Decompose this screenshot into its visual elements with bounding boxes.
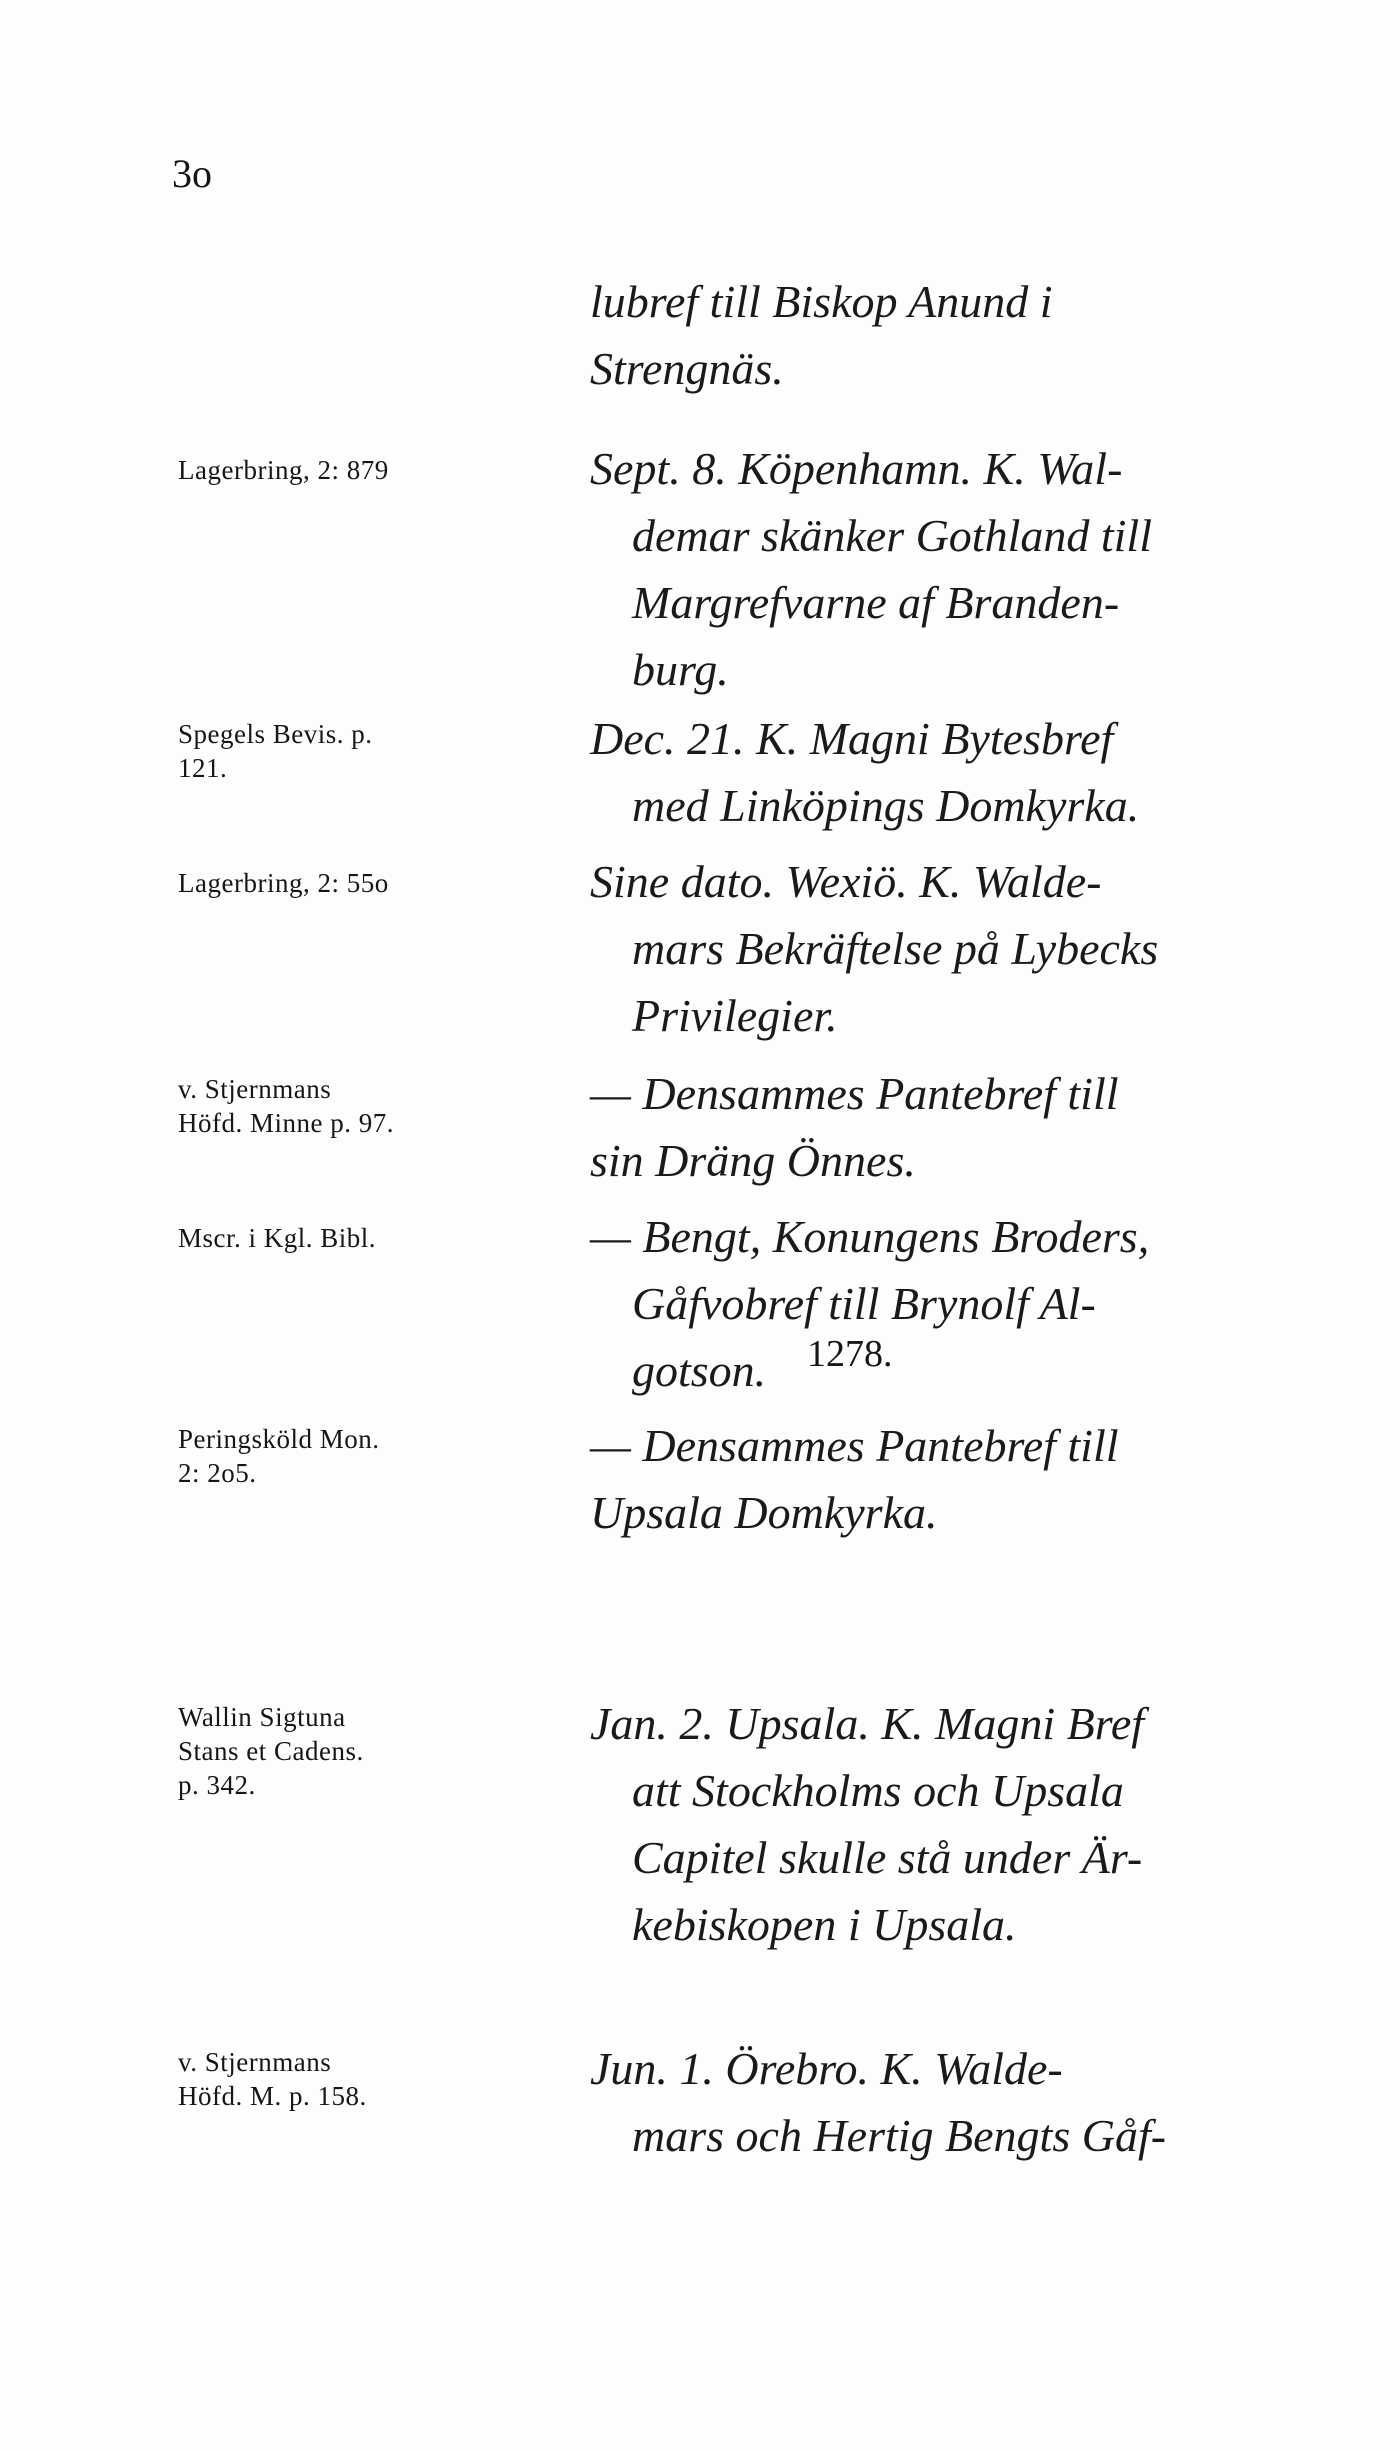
text-line: med Linköpings Domkyrka. [632,780,1140,831]
text-line: mars och Hertig Bengts Gåf- [632,2110,1167,2161]
ref-line: v. Stjernmans [178,2047,332,2077]
text-line: Upsala Domkyrka. [590,1487,938,1538]
entry-text [590,1690,1330,1958]
ref-line: Spegels Bevis. p. [178,719,373,749]
ref-line: Lagerbring, 2: 879 [178,455,389,485]
entry-text [590,1060,1330,1194]
margin-reference [178,866,558,900]
ref-line: 2: 2o5. [178,1458,257,1488]
text-line: — Densammes Pantebref till [590,1420,1119,1471]
text-line: — Bengt, Konungens Broders, [590,1211,1150,1262]
margin-reference [178,1700,558,1802]
ref-line: Höfd. Minne p. 97. [178,1108,394,1138]
text-line: demar skänker Gothland till [632,510,1152,561]
year-heading: 1278. [807,1333,893,1375]
text-line: Jan. 2. Upsala. K. Magni Bref [590,1698,1145,1749]
entry-text [590,1412,1330,1546]
ref-line: Peringsköld Mon. [178,1424,380,1454]
text-line: kebiskopen i Upsala. [632,1899,1017,1950]
text-line: lubref till Biskop Anund i [590,276,1053,327]
ref-line: Mscr. i Kgl. Bibl. [178,1223,377,1253]
ref-line: p. 342. [178,1770,256,1800]
margin-reference [178,1221,558,1255]
text-line: Jun. 1. Örebro. K. Walde- [590,2043,1063,2094]
entry-text [590,1203,1330,1404]
text-line: Margrefvarne af Branden- [632,577,1120,628]
margin-reference [178,1422,558,1490]
text-line: Capitel skulle stå under Är- [632,1832,1143,1883]
text-line: att Stockholms och Upsala [632,1765,1124,1816]
text-line: Dec. 21. K. Magni Bytesbref [590,713,1114,764]
entry-text [590,705,1330,839]
text-line: Strengnäs. [590,343,784,394]
ref-line: Stans et Cadens. [178,1736,364,1766]
entry-text [590,2035,1330,2169]
entry-text [590,435,1330,703]
ref-line: Wallin Sigtuna [178,1702,346,1732]
text-line: — Densammes Pantebref till [590,1068,1119,1119]
entry-text [590,268,1330,402]
ref-line: 121. [178,753,228,783]
entry-text [590,848,1330,1049]
text-line: gotson. [632,1345,767,1396]
ref-line: Höfd. M. p. 158. [178,2081,367,2111]
margin-reference [178,453,558,487]
margin-reference [178,717,558,785]
text-line: mars Bekräftelse på Lybecks [632,923,1159,974]
text-line: Sine dato. Wexiö. K. Walde- [590,856,1102,907]
ref-line: Lagerbring, 2: 55o [178,868,389,898]
page-number: 3o [172,151,212,196]
text-line: Gåfvobref till Brynolf Al- [632,1278,1096,1329]
text-line: burg. [632,644,729,695]
text-line: sin Dräng Önnes. [590,1135,916,1186]
margin-reference [178,1072,558,1140]
ref-line: v. Stjernmans [178,1074,332,1104]
text-line: Privilegier. [632,990,838,1041]
text-line: Sept. 8. Köpenhamn. K. Wal- [590,443,1123,494]
margin-reference [178,2045,558,2113]
